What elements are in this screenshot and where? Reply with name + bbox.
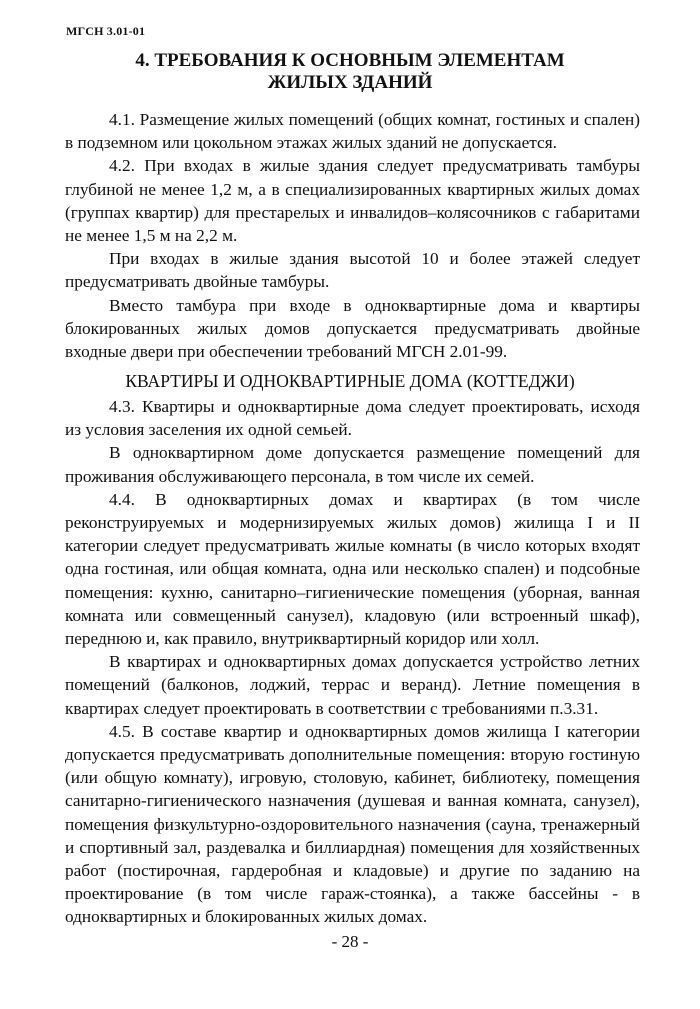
- paragraph-4-5: 4.5. В составе квартир и одноквартирных домов жилища I категории допускается предусматривать дополнительные помещения: вторую гостиную (или общую комнату), игровую, столовую, кабинет, библиотеку, помещения санитарно-гигиенического назначения (душевая и ванная комната, санузел), помещения физкультурно-оздоровительного назначения (сауна, тренажерный и спортивный зал, раздевалка и биллиардная) помещения для хозяйственных работ (постирочная, гардеробная и кладовые) и другие по заданию на проектирование (в том числе гараж-стоянка), а также бассейны - в одноквартирных и блокированных жилых домах.: [65, 721, 640, 927]
- section-title-line-1: 4. ТРЕБОВАНИЯ К ОСНОВНЫМ ЭЛЕМЕНТАМ: [135, 50, 565, 71]
- paragraph-4-2: 4.2. При входах в жилые здания следует предусматривать тамбуры глубиной не менее 1,2 м, а в специализированных квартирных жилых домах (группах квартир) для престарелых и инвалидов–колясочников с габаритами не менее 1,5 м на 2,2 м.: [65, 156, 640, 246]
- text-block-apartments: [65, 395, 640, 929]
- section-title-line-2: ЖИЛЫХ ЗДАНИЙ: [267, 72, 433, 93]
- paragraph-4-3: 4.3. Квартиры и одноквартирные дома следует проектировать, исходя из условия заселения их одной семьей.: [65, 397, 640, 440]
- subsection-title: КВАРТИРЫ И ОДНОКВАРТИРНЫЕ ДОМА (КОТТЕДЖИ): [125, 371, 575, 391]
- paragraph-4-4: 4.4. В одноквартирных домах и квартирах (в том числе реконструируемых и модернизируемых жилых домов) жилища I и II категории следует предусматривать жилые комнаты (в число которых входят одна гостиная, или общая комната, одна или несколько спален) и подсобные помещения: кухню, санитарно–гигиенические помещения (уборная, ванная комната или совмещенный санузел), кладовую (или встроенный шкаф), переднюю и, как правило, внутриквартирный коридор или холл.: [65, 489, 640, 649]
- paragraph-double-doors: Вместо тамбура при входе в одноквартирные дома и квартиры блокированных жилых домов допускается предусматривать двойные входные двери при обеспечении требований МГСН 2.01-99.: [65, 295, 640, 362]
- paragraph-double-vestibule: При входах в жилые здания высотой 10 и более этажей следует предусматривать двойные тамбуры.: [65, 249, 640, 292]
- paragraph-staff-housing: В одноквартирном доме допускается размещение помещений для проживания обслуживающего персонала, в том числе их семей.: [65, 443, 640, 486]
- paragraph-summer-rooms: В квартирах и одноквартирных домах допускается устройство летних помещений (балконов, лоджий, террас и веранд). Летние помещения в квартирах следует проектировать в соответствии с требованиями п.3.31.: [65, 652, 640, 718]
- page-number: - 28 -: [331, 932, 369, 951]
- section-title: [60, 50, 640, 94]
- paragraph-4-1: 4.1. Размещение жилых помещений (общих комнат, гостиных и спален) в подземном или цокольном этажах жилых зданий не допускается.: [65, 110, 640, 153]
- document-code-header: МГСН 3.01-01: [66, 24, 146, 38]
- text-block-general: [65, 108, 640, 363]
